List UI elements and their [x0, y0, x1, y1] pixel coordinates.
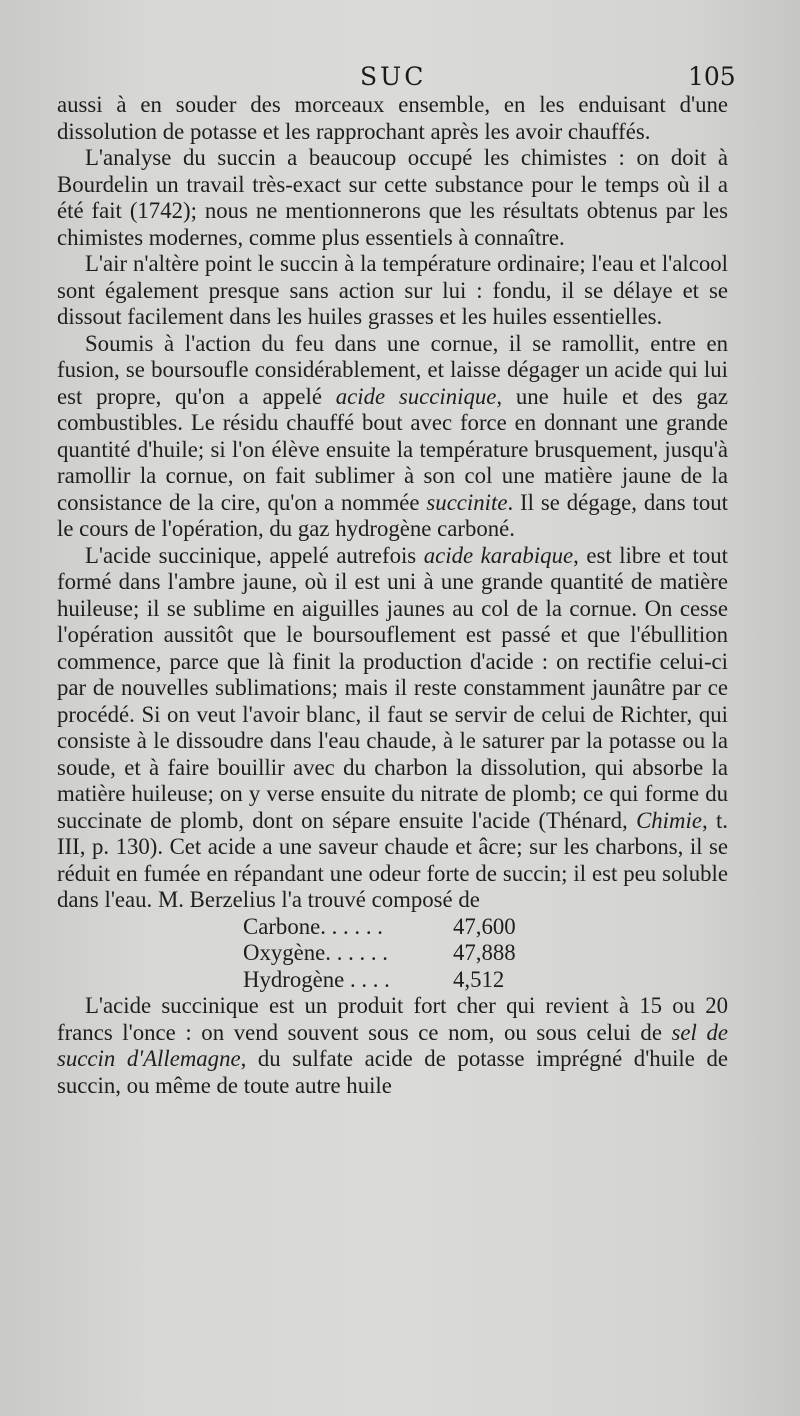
paragraph-price [57, 993, 728, 1099]
paragraph-succinic-acid [57, 543, 728, 914]
composition-table [243, 914, 516, 994]
page-header [0, 62, 800, 94]
paragraph-fire-action [57, 331, 728, 543]
text-run: Soumis à l'action du feu dans une cornue, il se ramollit, entre en fusion, se boursoufle considérablement, et laisse dégager un acide qui lui est propre, qu'on a appelé [57, 330, 728, 409]
page-number: 105 [688, 62, 736, 91]
composition-row [243, 914, 516, 941]
element-name: Oxygène. . . . . . [243, 940, 388, 965]
composition-row [243, 940, 516, 967]
paragraph-analysis: L'analyse du succin a beaucoup occupé les chimistes : on doit à Bourdelin un travail très-exact sur cette substance pour le temps où il a été fait (1742); nous ne mentionnerons que les résultats obtenus par les chimistes modernes, comme plus essentiels à connaître. [57, 145, 728, 250]
text-run: , est libre et tout formé dans l'ambre jaune, où il est uni à une grande quantité de matière huileuse; il se sublime en aiguilles jaunes au col de la cornue. On cesse l'opération aussitôt que le boursouflement est passé et que l'ébullition commence, parce que là finit la production d'acide : on rectifie celui-ci par de nouvelles sublimations; mais il reste constamment jaunâtre par ce procédé. Si on veut l'avoir blanc, il faut se servir de celui de Richter, qui consiste à le dissoudre dans l'eau chaude, à le saturer par la potasse ou la soude, et à faire bouillir avec du charbon la dissolution, qui absorbe la matière huileuse; on y verse ensuite du nitrate de plomb; ce qui forme du succinate de plomb, dont on sépare ensuite l'acide (Thénard, [57, 542, 728, 833]
italic-term: acide karabique [423, 542, 574, 568]
paragraph-air-water: L'air n'altère point le succin à la température ordinaire; l'eau et l'alcool sont également presque sans action sur lui : fondu, il se délaye et se dissout facilement dans les huiles grasses et les huiles essentielles. [57, 251, 728, 329]
text-run: , une huile et des gaz combustibles. Le résidu chauffé bout avec force en donnant une grande quantité d'huile; si l'on élève ensuite la température brusquement, jusqu'à ramollir la cornue, on fait sublimer à son col une matière jaune de la consistance de la cire, qu'on a nommée [57, 383, 728, 515]
text-run: L'acide succinique est un produit fort cher qui revient à 15 ou 20 francs l'once : on vend souvent sous ce nom, ou sous celui de [57, 993, 728, 1045]
element-value: 4,512 [453, 966, 505, 992]
element-name: Hydrogène . . . . [243, 966, 390, 992]
composition-row [243, 967, 516, 994]
italic-term: acide succinique [335, 383, 497, 409]
text-run: , t. III, p. 130). Cet acide a une saveur chaude et âcre; sur les charbons, il se réduit en fumée en répandant une odeur forte de succin; il est peu soluble dans l'eau. M. Berzelius l'a trouvé composé de [57, 807, 728, 912]
text-run: L'acide succinique, appelé autrefois [85, 542, 424, 568]
body-text [57, 92, 728, 1099]
paragraph-continued: aussi à en souder des morceaux ensemble, en les enduisant d'une dissolution de potasse et les rapprochant après les avoir chauffés. [57, 92, 728, 144]
text-run: , du sulfate acide de potasse imprégné d'huile de succin, ou même de toute autre huile [57, 1046, 728, 1098]
text-run: . Il se dégage, dans tout le cours de l'opération, du gaz hydrogène carboné. [57, 489, 728, 541]
element-value: 47,600 [453, 913, 516, 939]
italic-term: succinite [426, 489, 508, 515]
element-name: Carbone. . . . . . [243, 913, 383, 939]
italic-term: Chimie [636, 807, 702, 833]
running-head: SUC [360, 62, 427, 91]
italic-term: sel de succin d'Allemagne [57, 1019, 728, 1071]
element-value: 47,888 [453, 940, 516, 965]
